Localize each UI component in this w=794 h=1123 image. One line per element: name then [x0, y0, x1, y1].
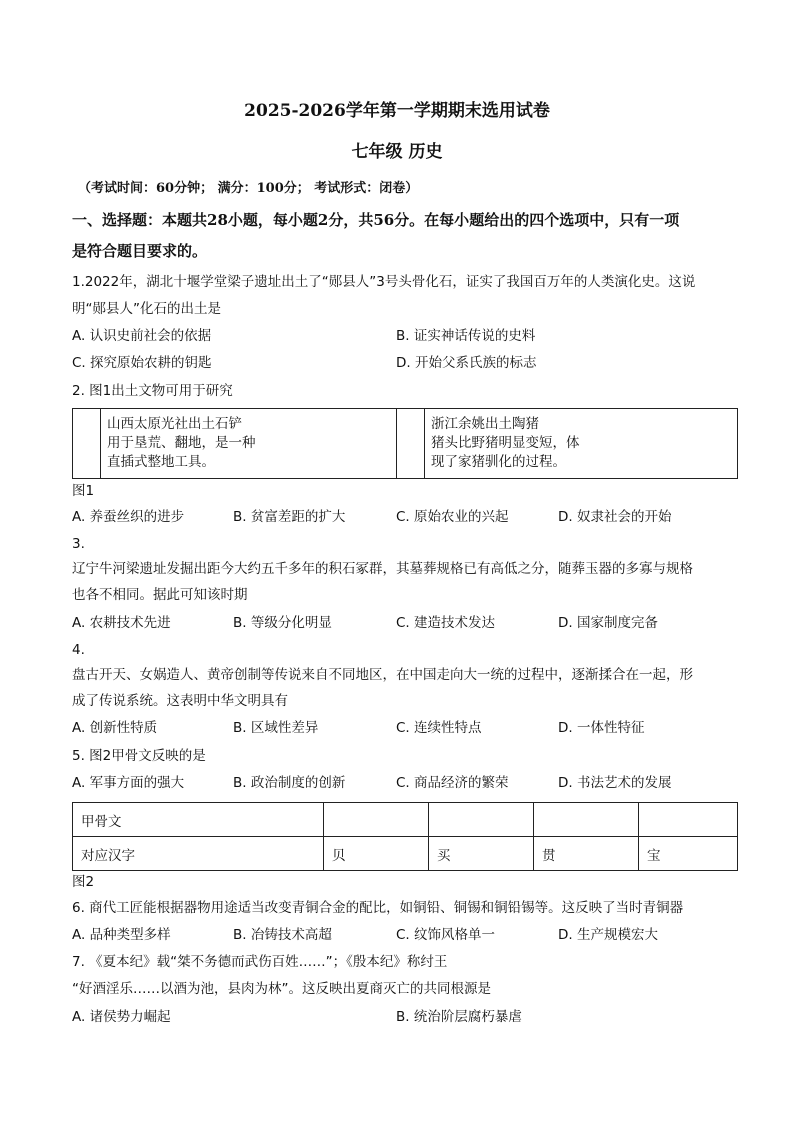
q5-option-c: C. 商品经济的繁荣	[396, 775, 509, 791]
q1-stem-line2: 明“郧县人”化石的出土是	[72, 301, 221, 317]
figure-1-left-line2: 用于垦荒、翻地，是一种	[107, 435, 256, 451]
q1-option-c: C. 探究原始农耕的钥匙	[72, 355, 212, 371]
q3-option-c: C. 建造技术发达	[396, 615, 496, 631]
figure-1-caption-right	[425, 409, 738, 479]
q2-stem: 2. 图1出土文物可用于研究	[72, 383, 233, 399]
q2-option-d: D. 奴隶社会的开始	[558, 509, 672, 525]
q2-option-c: C. 原始农业的兴起	[396, 509, 509, 525]
q5-option-d: D. 书法艺术的发展	[558, 775, 672, 791]
q4-number: 4.	[72, 642, 85, 658]
q1-stem-line1: 1.2022年，湖北十堰学堂梁子遗址出土了“郧县人”3号头骨化石，证实了我国百万年的人类演化史。这说	[72, 274, 696, 290]
q4-stem-line1: 盘古开天、女娲造人、黄帝创制等传说来自不同地区，在中国走向大一统的过程中，逐渐揉合在一起，形	[72, 667, 693, 683]
exam-title: 2025-2026学年第一学期期末选用试卷	[244, 101, 550, 121]
figure-2-char-3: 贯	[534, 837, 639, 871]
q2-option-a: A. 养蚕丝织的进步	[72, 509, 185, 525]
figure-2-table	[72, 802, 738, 871]
q4-option-a: A. 创新性特质	[72, 720, 158, 736]
q5-option-b: B. 政治制度的创新	[233, 775, 346, 791]
figure-2-label: 图2	[72, 874, 95, 890]
figure-1-image-left	[73, 409, 101, 479]
figure-1-right-line1: 浙江余姚出土陶猪	[431, 416, 539, 432]
figure-2-char-4: 宝	[639, 837, 738, 871]
q4-stem-line2: 成了传说系统。这表明中华文明具有	[72, 693, 288, 709]
figure-2-char-2: 买	[429, 837, 534, 871]
q4-option-c: C. 连续性特点	[396, 720, 482, 736]
q3-stem-line2: 也各不相同。据此可知该时期	[72, 587, 248, 603]
q7-stem-line2: “好酒淫乐……以酒为池，县肉为林”。这反映出夏商灭亡的共同根源是	[72, 981, 491, 997]
figure-2-row2-label: 对应汉字	[73, 837, 324, 871]
q7-stem-line1: 7. 《夏本纪》载“桀不务德而武伤百姓……”；《殷本纪》称纣王	[72, 954, 448, 970]
oracle-bone-glyph-4	[639, 803, 738, 837]
figure-1-label: 图1	[72, 483, 95, 499]
figure-1-table	[72, 408, 738, 479]
figure-1-left-line1: 山西太原光社出土石铲	[107, 416, 242, 432]
figure-1-right-line3: 现了家猪驯化的过程。	[431, 454, 566, 470]
figure-1-left-line3: 直插式整地工具。	[107, 454, 215, 470]
q3-stem-line1: 辽宁牛河梁遗址发掘出距今大约五千多年的积石冢群，其墓葬规格已有高低之分，随葬玉器的多寡与规格	[72, 561, 693, 577]
q6-option-a: A. 品种类型多样	[72, 927, 171, 943]
q4-option-d: D. 一体性特征	[558, 720, 645, 736]
section-heading-line2: 是符合题目要求的。	[72, 242, 208, 260]
q4-option-b: B. 区域性差异	[233, 720, 319, 736]
q2-option-b: B. 贫富差距的扩大	[233, 509, 346, 525]
section-heading-line1: 一、选择题：本题共28小题，每小题2分，共56分。在每小题给出的四个选项中，只有一项	[72, 211, 680, 229]
exam-subtitle: 七年级 历史	[351, 142, 443, 162]
exam-info: （考试时间：60分钟； 满分：100分； 考试形式：闭卷）	[78, 181, 419, 196]
figure-2-char-1: 贝	[324, 837, 429, 871]
q1-option-d: D. 开始父系氏族的标志	[396, 355, 537, 371]
q3-option-a: A. 农耕技术先进	[72, 615, 171, 631]
oracle-bone-glyph-1	[324, 803, 429, 837]
q7-option-b: B. 统治阶层腐朽暴虐	[396, 1009, 522, 1025]
q6-stem: 6. 商代工匠能根据器物用途适当改变青铜合金的配比，如铜铅、铜锡和铜铅锡等。这反映了当时青铜器	[72, 900, 684, 916]
q5-option-a: A. 军事方面的强大	[72, 775, 185, 791]
q6-option-c: C. 纹饰风格单一	[396, 927, 496, 943]
figure-1-caption-left	[101, 409, 397, 479]
figure-1-right-line2: 猪头比野猪明显变短，体	[431, 435, 580, 451]
oracle-bone-glyph-3	[534, 803, 639, 837]
q3-number: 3.	[72, 536, 85, 552]
figure-2-row1-label: 甲骨文	[73, 803, 324, 837]
q1-option-b: B. 证实神话传说的史料	[396, 328, 536, 344]
q3-option-b: B. 等级分化明显	[233, 615, 332, 631]
q1-option-a: A. 认识史前社会的依据	[72, 328, 212, 344]
oracle-bone-glyph-2	[429, 803, 534, 837]
figure-1-image-right	[397, 409, 425, 479]
q6-option-d: D. 生产规模宏大	[558, 927, 658, 943]
q3-option-d: D. 国家制度完备	[558, 615, 658, 631]
q7-option-a: A. 诸侯势力崛起	[72, 1009, 171, 1025]
q5-stem: 5. 图2甲骨文反映的是	[72, 748, 206, 764]
q6-option-b: B. 冶铸技术高超	[233, 927, 332, 943]
